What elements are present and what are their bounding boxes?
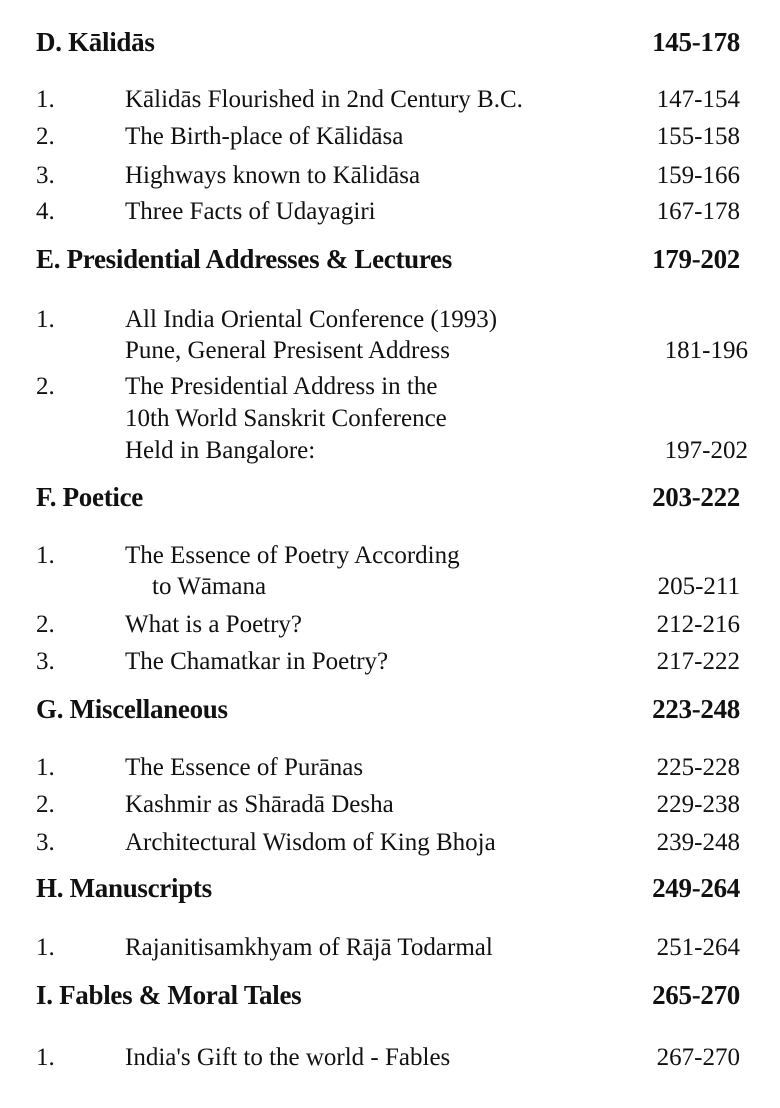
item-number: 1. <box>36 1044 55 1071</box>
item-title: The Chamatkar in Poetry? <box>125 648 389 675</box>
section-heading: I. Fables & Moral Tales <box>36 980 302 1010</box>
section-page-range: 265-270 <box>652 980 740 1010</box>
section-heading: D. Kālidās <box>36 27 155 57</box>
item-page-range: 167-178 <box>656 198 740 225</box>
section-heading: H. Manuscripts <box>36 873 212 903</box>
item-page-range: 217-222 <box>656 648 740 675</box>
item-title: All India Oriental Conference (1993) <box>125 306 498 333</box>
section-heading: E. Presidential Addresses & Lectures <box>36 244 452 274</box>
item-title: Held in Bangalore: <box>125 437 316 464</box>
section-heading: G. Miscellaneous <box>36 694 228 724</box>
section-page-range: 145-178 <box>652 27 740 57</box>
item-number: 3. <box>36 162 55 189</box>
item-number: 1. <box>36 754 55 781</box>
item-title: The Essence of Poetry According <box>125 542 460 569</box>
item-number: 2. <box>36 373 55 400</box>
item-number: 1. <box>36 934 55 961</box>
item-page-range: 155-158 <box>656 123 740 150</box>
item-number: 3. <box>36 648 55 675</box>
item-page-range: 197-202 <box>664 437 748 464</box>
item-number: 2. <box>36 123 55 150</box>
item-title: 10th World Sanskrit Conference <box>125 405 447 432</box>
item-number: 1. <box>36 306 55 333</box>
item-page-range: 181-196 <box>664 337 748 364</box>
item-title: India's Gift to the world - Fables <box>125 1044 451 1071</box>
section-page-range: 179-202 <box>652 244 740 274</box>
item-title: Kālidās Flourished in 2nd Century B.C. <box>125 86 523 113</box>
item-number: 2. <box>36 791 55 818</box>
item-page-range: 229-238 <box>656 791 740 818</box>
item-title: Three Facts of Udayagiri <box>125 198 376 225</box>
item-number: 1. <box>36 86 55 113</box>
item-number: 4. <box>36 198 55 225</box>
item-page-range: 239-248 <box>656 829 740 856</box>
item-page-range: 147-154 <box>656 86 740 113</box>
item-page-range: 212-216 <box>656 611 740 638</box>
section-page-range: 203-222 <box>652 482 740 512</box>
section-page-range: 223-248 <box>652 694 740 724</box>
item-title: Rajanitisamkhyam of Rājā Todarmal <box>125 934 493 961</box>
item-page-range: 159-166 <box>656 162 740 189</box>
item-page-range: 225-228 <box>656 754 740 781</box>
item-title: What is a Poetry? <box>125 611 303 638</box>
item-title: Kashmir as Shāradā Desha <box>125 791 394 818</box>
item-number: 3. <box>36 829 55 856</box>
item-page-range: 251-264 <box>656 934 740 961</box>
item-number: 1. <box>36 542 55 569</box>
item-page-range: 205-211 <box>657 573 740 600</box>
item-number: 2. <box>36 611 55 638</box>
section-heading: F. Poetice <box>36 482 143 512</box>
item-title: to Wāmana <box>152 573 267 600</box>
item-title: Pune, General Presisent Address <box>125 337 450 364</box>
item-title: The Birth-place of Kālidāsa <box>125 123 404 150</box>
item-page-range: 267-270 <box>656 1044 740 1071</box>
item-title: The Presidential Address in the <box>125 373 438 400</box>
section-page-range: 249-264 <box>652 873 740 903</box>
item-title: The Essence of Purānas <box>125 754 364 781</box>
item-title: Architectural Wisdom of King Bhoja <box>125 829 496 856</box>
item-title: Highways known to Kālidāsa <box>125 162 421 189</box>
